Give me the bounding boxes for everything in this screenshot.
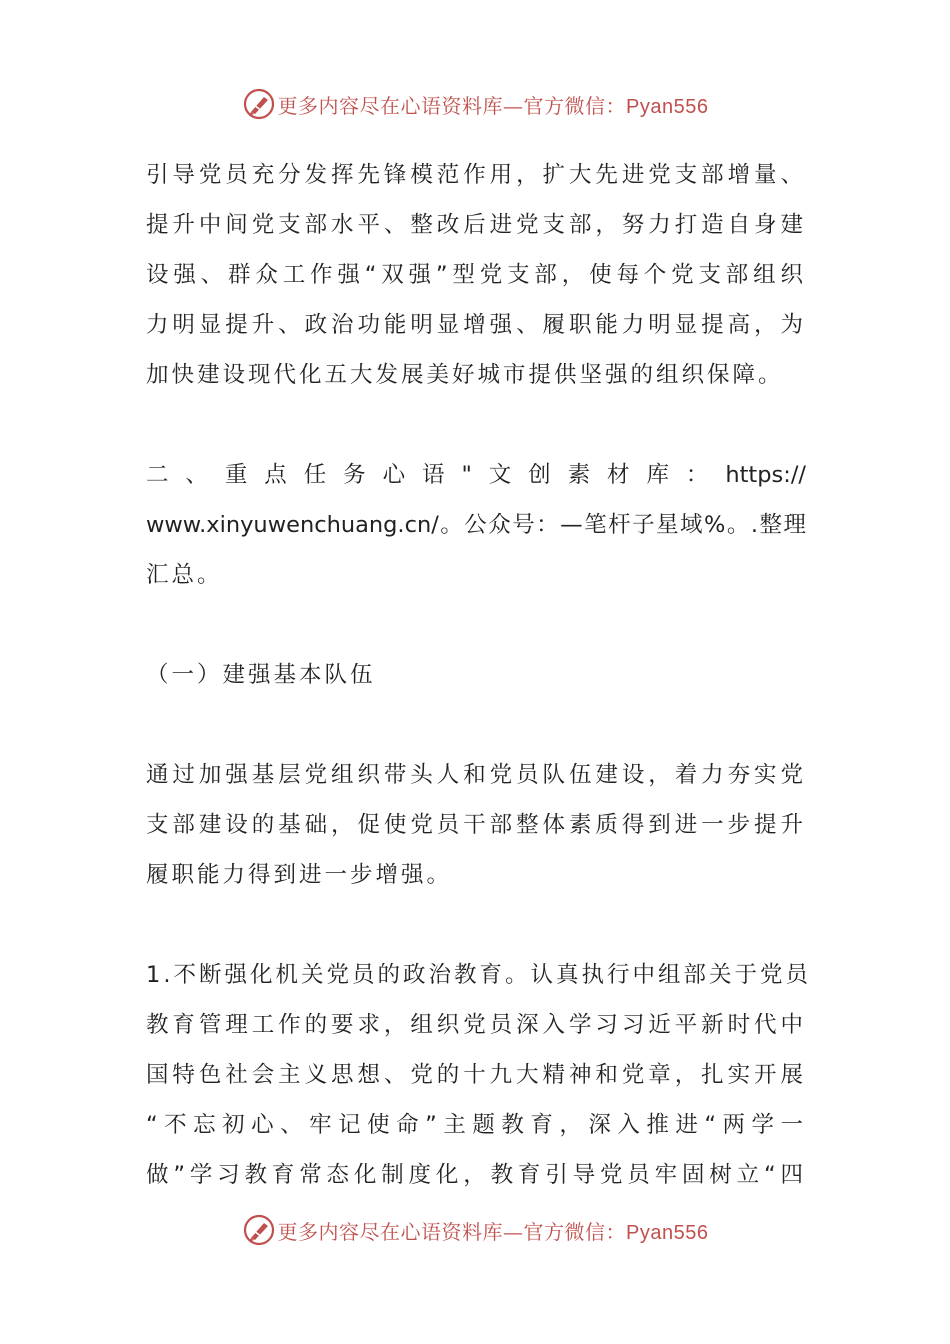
footer-watermark [0, 1212, 950, 1248]
watermark-text: 更多内容尽在心语资料库—官方微信： [277, 1219, 627, 1244]
header-watermark [0, 86, 950, 122]
paragraph-goal [146, 150, 806, 400]
text-line: 教育管理工作的要求，组织党员深入学习习近平新时代中 [146, 1012, 806, 1038]
text-line: 加快建设现代化五大发展美好城市提供坚强的组织保障。 [146, 362, 784, 388]
paragraph-key-tasks-heading [146, 450, 806, 600]
text-line: 提升中间党支部水平、整改后进党支部，努力打造自身建 [146, 212, 806, 238]
text-line: 设强、群众工作强“双强”型党支部，使每个党支部组织 [146, 262, 806, 288]
pen-nib-logo-icon [242, 87, 276, 121]
paragraph-team-building [146, 750, 806, 900]
document-body [146, 150, 811, 1200]
text-line: 国特色社会主义思想、党的十九大精神和党章，扎实开展 [146, 1062, 806, 1088]
text-line: 力明显提升、政治功能明显增强、履职能力明显提高，为 [146, 312, 806, 338]
text-line: 做”学习教育常态化制度化，教育引导党员牢固树立“四 [146, 1162, 806, 1188]
text-line: 二、重点任务心语"文创素材库：https:// [146, 462, 806, 488]
text-line: “不忘初心、牢记使命”主题教育，深入推进“两学一 [146, 1112, 806, 1138]
text-line: 通过加强基层党组织带头人和党员队伍建设，着力夯实党 [146, 762, 806, 788]
text-line: 履职能力得到进一步增强。 [146, 862, 453, 888]
text-line: www.xinyuwenchuang.cn/。公众号：—笔杆子星域%。.整理 [146, 512, 806, 538]
section-heading [146, 650, 806, 700]
text-line: （一）建强基本队伍 [146, 662, 376, 688]
watermark-text: 更多内容尽在心语资料库—官方微信： [277, 93, 627, 118]
text-line: 引导党员充分发挥先锋模范作用，扩大先进党支部增量、 [146, 162, 806, 188]
watermark-handle: Pyan556 [626, 95, 709, 118]
watermark-handle: Pyan556 [626, 1221, 709, 1244]
paragraph-political-education [146, 950, 811, 1200]
text-line: 支部建设的基础，促使党员干部整体素质得到进一步提升 [146, 812, 806, 838]
text-line: 1.不断强化机关党员的政治教育。认真执行中组部关于党员 [146, 962, 811, 988]
pen-nib-logo-icon [242, 1213, 276, 1247]
text-line: 汇总。 [146, 562, 223, 588]
